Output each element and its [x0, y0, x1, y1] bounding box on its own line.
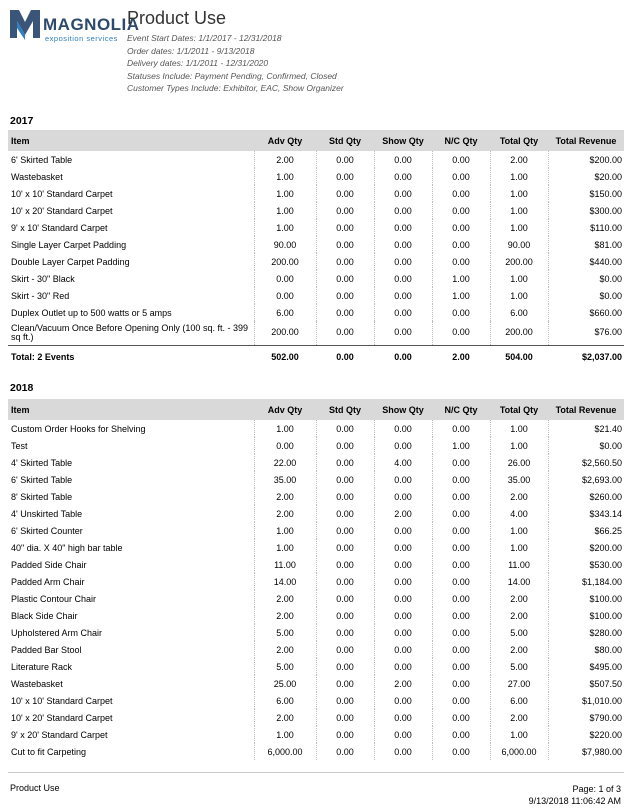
cell-item: 10' x 10' Standard Carpet: [11, 695, 113, 706]
cell-item: Test: [11, 440, 28, 451]
filter-customer-types: Customer Types Include: Exhibitor, EAC, Show Organizer: [127, 83, 344, 93]
cell-std-qty: 0.00: [316, 539, 374, 556]
total-total-qty: 504.00: [490, 346, 548, 368]
cell-std-qty: 0.00: [316, 505, 374, 522]
cell-total-revenue: $2,693.00: [548, 471, 624, 488]
cell-total-qty: 2.00: [490, 488, 548, 505]
cell-total-revenue: $343.14: [548, 505, 624, 522]
cell-show-qty: 2.00: [374, 675, 432, 692]
column-header-show-qty: Show Qty: [374, 399, 432, 420]
cell-nc-qty: 0.00: [432, 573, 490, 590]
table-row: [8, 539, 624, 556]
cell-item: 9' x 20' Standard Carpet: [11, 729, 108, 740]
cell-total-qty: 6.00: [490, 692, 548, 709]
cell-total-qty: 27.00: [490, 675, 548, 692]
cell-total-revenue: $0.00: [548, 437, 624, 454]
cell-nc-qty: 0.00: [432, 454, 490, 471]
cell-nc-qty: 0.00: [432, 692, 490, 709]
cell-std-qty: 0.00: [316, 304, 374, 321]
cell-item: 4' Skirted Table: [11, 457, 73, 468]
cell-item: Double Layer Carpet Padding: [11, 256, 130, 267]
cell-std-qty: 0.00: [316, 270, 374, 287]
product-table-2018: [8, 399, 624, 760]
cell-total-qty: 90.00: [490, 236, 548, 253]
cell-total-revenue: $660.00: [548, 304, 624, 321]
cell-show-qty: 0.00: [374, 624, 432, 641]
table-row: [8, 168, 624, 185]
cell-item: 6' Skirted Table: [11, 474, 73, 485]
cell-total-revenue: $530.00: [548, 556, 624, 573]
cell-std-qty: 0.00: [316, 675, 374, 692]
cell-nc-qty: 0.00: [432, 709, 490, 726]
cell-adv-qty: 90.00: [254, 236, 316, 253]
cell-show-qty: 0.00: [374, 253, 432, 270]
column-header-nc-qty: N/C Qty: [432, 399, 490, 420]
cell-std-qty: 0.00: [316, 743, 374, 760]
cell-item: Black Side Chair: [11, 610, 78, 621]
cell-total-revenue: $110.00: [548, 219, 624, 236]
cell-item: Skirt - 30" Red: [11, 290, 70, 301]
cell-std-qty: 0.00: [316, 420, 374, 437]
section-year-2018: 2018: [10, 382, 34, 394]
cell-total-revenue: $76.00: [548, 321, 624, 346]
cell-adv-qty: 11.00: [254, 556, 316, 573]
cell-nc-qty: 0.00: [432, 505, 490, 522]
cell-adv-qty: 2.00: [254, 641, 316, 658]
cell-show-qty: 2.00: [374, 505, 432, 522]
column-header-std-qty: Std Qty: [316, 130, 374, 151]
cell-total-revenue: $200.00: [548, 151, 624, 168]
magnolia-m-icon: [10, 8, 40, 40]
footer-report-name: Product Use: [10, 783, 60, 793]
cell-adv-qty: 2.00: [254, 505, 316, 522]
cell-adv-qty: 2.00: [254, 488, 316, 505]
cell-item: 40" dia. X 40" high bar table: [11, 542, 123, 553]
cell-std-qty: 0.00: [316, 624, 374, 641]
cell-total-revenue: $150.00: [548, 185, 624, 202]
cell-item: Skirt - 30" Black: [11, 273, 75, 284]
cell-item: 10' x 20' Standard Carpet: [11, 205, 113, 216]
cell-adv-qty: 1.00: [254, 168, 316, 185]
cell-adv-qty: 6,000.00: [254, 743, 316, 760]
cell-std-qty: 0.00: [316, 236, 374, 253]
cell-nc-qty: 0.00: [432, 420, 490, 437]
cell-total-revenue: $495.00: [548, 658, 624, 675]
cell-std-qty: 0.00: [316, 522, 374, 539]
cell-adv-qty: 5.00: [254, 658, 316, 675]
total-item: Total: 2 Events: [8, 346, 254, 368]
table-total-row: [8, 346, 624, 368]
cell-std-qty: 0.00: [316, 437, 374, 454]
cell-show-qty: 0.00: [374, 556, 432, 573]
cell-nc-qty: 0.00: [432, 624, 490, 641]
table-row: [8, 437, 624, 454]
cell-nc-qty: 0.00: [432, 236, 490, 253]
cell-total-revenue: $0.00: [548, 287, 624, 304]
column-header-std-qty: Std Qty: [316, 399, 374, 420]
cell-item: Wastebasket: [11, 171, 63, 182]
cell-show-qty: 0.00: [374, 420, 432, 437]
table-header-row: [8, 130, 624, 151]
cell-std-qty: 0.00: [316, 573, 374, 590]
cell-show-qty: 0.00: [374, 471, 432, 488]
cell-std-qty: 0.00: [316, 556, 374, 573]
cell-nc-qty: 0.00: [432, 607, 490, 624]
cell-nc-qty: 0.00: [432, 556, 490, 573]
table-row: [8, 270, 624, 287]
cell-total-qty: 2.00: [490, 607, 548, 624]
cell-total-revenue: $260.00: [548, 488, 624, 505]
column-header-item: Item: [8, 130, 254, 151]
cell-item: 9' x 10' Standard Carpet: [11, 222, 108, 233]
cell-total-qty: 35.00: [490, 471, 548, 488]
cell-adv-qty: 1.00: [254, 420, 316, 437]
cell-total-qty: 1.00: [490, 437, 548, 454]
cell-total-qty: 1.00: [490, 168, 548, 185]
cell-show-qty: 0.00: [374, 743, 432, 760]
cell-adv-qty: 200.00: [254, 321, 316, 346]
cell-total-revenue: $507.50: [548, 675, 624, 692]
cell-total-qty: 1.00: [490, 185, 548, 202]
cell-adv-qty: 1.00: [254, 726, 316, 743]
table-row: [8, 556, 624, 573]
cell-adv-qty: 200.00: [254, 253, 316, 270]
logo-wordmark: MAGNOLIA: [43, 15, 140, 34]
cell-std-qty: 0.00: [316, 185, 374, 202]
cell-item: Upholstered Arm Chair: [11, 627, 103, 638]
logo-tagline: exposition services: [45, 34, 118, 43]
cell-nc-qty: 1.00: [432, 287, 490, 304]
cell-show-qty: 0.00: [374, 607, 432, 624]
cell-total-qty: 1.00: [490, 270, 548, 287]
cell-adv-qty: 1.00: [254, 185, 316, 202]
cell-nc-qty: 0.00: [432, 641, 490, 658]
column-header-total-revenue: Total Revenue: [548, 399, 624, 420]
cell-adv-qty: 5.00: [254, 624, 316, 641]
cell-nc-qty: 0.00: [432, 743, 490, 760]
cell-adv-qty: 2.00: [254, 709, 316, 726]
cell-show-qty: 0.00: [374, 709, 432, 726]
total-adv-qty: 502.00: [254, 346, 316, 368]
cell-total-qty: 1.00: [490, 726, 548, 743]
cell-show-qty: 0.00: [374, 202, 432, 219]
cell-total-qty: 5.00: [490, 658, 548, 675]
cell-nc-qty: 0.00: [432, 675, 490, 692]
cell-nc-qty: 0.00: [432, 304, 490, 321]
cell-show-qty: 0.00: [374, 236, 432, 253]
cell-total-revenue: $20.00: [548, 168, 624, 185]
cell-adv-qty: 14.00: [254, 573, 316, 590]
cell-adv-qty: 2.00: [254, 151, 316, 168]
table-row: [8, 641, 624, 658]
cell-item: Custom Order Hooks for Shelving: [11, 423, 146, 434]
cell-item: 10' x 10' Standard Carpet: [11, 188, 113, 199]
cell-adv-qty: 35.00: [254, 471, 316, 488]
table-row: [8, 151, 624, 168]
cell-nc-qty: 1.00: [432, 270, 490, 287]
table-row: [8, 321, 624, 346]
cell-std-qty: 0.00: [316, 219, 374, 236]
column-header-total-revenue: Total Revenue: [548, 130, 624, 151]
cell-item: Wastebasket: [11, 678, 63, 689]
cell-nc-qty: 0.00: [432, 219, 490, 236]
cell-std-qty: 0.00: [316, 321, 374, 346]
cell-nc-qty: 1.00: [432, 437, 490, 454]
table-row: [8, 454, 624, 471]
cell-std-qty: 0.00: [316, 658, 374, 675]
cell-adv-qty: 1.00: [254, 539, 316, 556]
table-row: [8, 304, 624, 321]
cell-total-revenue: $66.25: [548, 522, 624, 539]
cell-total-qty: 200.00: [490, 253, 548, 270]
cell-adv-qty: 22.00: [254, 454, 316, 471]
table-row: [8, 692, 624, 709]
cell-total-revenue: $7,980.00: [548, 743, 624, 760]
cell-show-qty: 0.00: [374, 287, 432, 304]
cell-show-qty: 4.00: [374, 454, 432, 471]
cell-std-qty: 0.00: [316, 726, 374, 743]
column-header-total-qty: Total Qty: [490, 130, 548, 151]
cell-show-qty: 0.00: [374, 437, 432, 454]
cell-item: 10' x 20' Standard Carpet: [11, 712, 113, 723]
cell-total-qty: 2.00: [490, 151, 548, 168]
cell-item: Clean/Vacuum Once Before Opening Only (100 sq. ft. - 399 sq ft.): [11, 322, 248, 342]
cell-nc-qty: 0.00: [432, 253, 490, 270]
cell-show-qty: 0.00: [374, 488, 432, 505]
cell-total-qty: 1.00: [490, 287, 548, 304]
cell-nc-qty: 0.00: [432, 726, 490, 743]
table-row: [8, 202, 624, 219]
cell-nc-qty: 0.00: [432, 658, 490, 675]
cell-total-revenue: $0.00: [548, 270, 624, 287]
cell-adv-qty: 6.00: [254, 692, 316, 709]
cell-adv-qty: 2.00: [254, 590, 316, 607]
cell-total-qty: 2.00: [490, 641, 548, 658]
table-row: [8, 236, 624, 253]
cell-item: Plastic Contour Chair: [11, 593, 97, 604]
cell-nc-qty: 0.00: [432, 590, 490, 607]
table-header-row: [8, 399, 624, 420]
total-total-revenue: $2,037.00: [548, 346, 624, 368]
table-row: [8, 726, 624, 743]
table-row: [8, 675, 624, 692]
cell-show-qty: 0.00: [374, 270, 432, 287]
cell-total-qty: 1.00: [490, 219, 548, 236]
cell-total-qty: 11.00: [490, 556, 548, 573]
column-header-nc-qty: N/C Qty: [432, 130, 490, 151]
cell-item: Padded Bar Stool: [11, 644, 82, 655]
cell-total-revenue: $280.00: [548, 624, 624, 641]
column-header-total-qty: Total Qty: [490, 399, 548, 420]
cell-total-qty: 1.00: [490, 539, 548, 556]
cell-total-revenue: $81.00: [548, 236, 624, 253]
cell-adv-qty: 6.00: [254, 304, 316, 321]
cell-total-revenue: $1,184.00: [548, 573, 624, 590]
cell-show-qty: 0.00: [374, 641, 432, 658]
cell-total-qty: 26.00: [490, 454, 548, 471]
cell-std-qty: 0.00: [316, 287, 374, 304]
cell-nc-qty: 0.00: [432, 539, 490, 556]
table-row: [8, 607, 624, 624]
cell-item: 8' Skirted Table: [11, 491, 73, 502]
cell-nc-qty: 0.00: [432, 321, 490, 346]
cell-total-qty: 6,000.00: [490, 743, 548, 760]
column-header-adv-qty: Adv Qty: [254, 399, 316, 420]
cell-show-qty: 0.00: [374, 658, 432, 675]
column-header-adv-qty: Adv Qty: [254, 130, 316, 151]
cell-std-qty: 0.00: [316, 709, 374, 726]
cell-total-revenue: $220.00: [548, 726, 624, 743]
cell-nc-qty: 0.00: [432, 522, 490, 539]
total-std-qty: 0.00: [316, 346, 374, 368]
section-year-2017: 2017: [10, 115, 34, 127]
table-row: [8, 219, 624, 236]
footer-page-number: Page: 1 of 3: [572, 784, 621, 794]
cell-std-qty: 0.00: [316, 168, 374, 185]
cell-adv-qty: 2.00: [254, 607, 316, 624]
cell-adv-qty: 1.00: [254, 219, 316, 236]
table-row: [8, 743, 624, 760]
cell-total-revenue: $1,010.00: [548, 692, 624, 709]
cell-adv-qty: 1.00: [254, 202, 316, 219]
footer-page-info: [529, 783, 621, 807]
cell-total-qty: 2.00: [490, 590, 548, 607]
cell-std-qty: 0.00: [316, 253, 374, 270]
cell-total-qty: 1.00: [490, 202, 548, 219]
table-row: [8, 573, 624, 590]
cell-total-qty: 6.00: [490, 304, 548, 321]
cell-nc-qty: 0.00: [432, 185, 490, 202]
cell-total-qty: 200.00: [490, 321, 548, 346]
cell-item: Single Layer Carpet Padding: [11, 239, 127, 250]
cell-std-qty: 0.00: [316, 202, 374, 219]
cell-nc-qty: 0.00: [432, 202, 490, 219]
cell-show-qty: 0.00: [374, 573, 432, 590]
cell-total-revenue: $790.00: [548, 709, 624, 726]
cell-std-qty: 0.00: [316, 488, 374, 505]
magnolia-logo: [10, 8, 140, 43]
table-row: [8, 505, 624, 522]
table-row: [8, 658, 624, 675]
table-row: [8, 287, 624, 304]
cell-total-revenue: $100.00: [548, 590, 624, 607]
cell-total-qty: 5.00: [490, 624, 548, 641]
cell-total-qty: 4.00: [490, 505, 548, 522]
cell-show-qty: 0.00: [374, 168, 432, 185]
filter-statuses: Statuses Include: Payment Pending, Confirmed, Closed: [127, 70, 337, 81]
cell-std-qty: 0.00: [316, 151, 374, 168]
cell-show-qty: 0.00: [374, 185, 432, 202]
table-row: [8, 522, 624, 539]
cell-total-revenue: $21.40: [548, 420, 624, 437]
filter-event-dates: Event Start Dates: 1/1/2017 - 12/31/2018: [127, 33, 282, 43]
total-nc-qty: 2.00: [432, 346, 490, 368]
table-row: [8, 590, 624, 607]
cell-total-revenue: $80.00: [548, 641, 624, 658]
filter-order-dates: Order dates: 1/1/2011 - 9/13/2018: [127, 45, 255, 56]
cell-total-revenue: $440.00: [548, 253, 624, 270]
cell-show-qty: 0.00: [374, 219, 432, 236]
table-row: [8, 709, 624, 726]
cell-total-qty: 1.00: [490, 522, 548, 539]
cell-total-revenue: $2,560.50: [548, 454, 624, 471]
footer-timestamp: 9/13/2018 11:06:42 AM: [528, 796, 621, 806]
cell-adv-qty: 0.00: [254, 437, 316, 454]
cell-show-qty: 0.00: [374, 151, 432, 168]
cell-nc-qty: 0.00: [432, 488, 490, 505]
cell-std-qty: 0.00: [316, 641, 374, 658]
filter-delivery-dates: Delivery dates: 1/1/2011 - 12/31/2020: [127, 58, 269, 68]
cell-total-qty: 2.00: [490, 709, 548, 726]
cell-nc-qty: 0.00: [432, 471, 490, 488]
cell-show-qty: 0.00: [374, 539, 432, 556]
cell-std-qty: 0.00: [316, 454, 374, 471]
cell-show-qty: 0.00: [374, 321, 432, 346]
table-row: [8, 624, 624, 641]
table-row: [8, 185, 624, 202]
cell-item: Literature Rack: [11, 661, 73, 672]
cell-item: Padded Side Chair: [11, 559, 87, 570]
cell-adv-qty: 1.00: [254, 522, 316, 539]
cell-adv-qty: 0.00: [254, 287, 316, 304]
table-row: [8, 420, 624, 437]
product-table-2017: [8, 130, 624, 367]
report-title: Product Use: [127, 8, 227, 28]
cell-adv-qty: 0.00: [254, 270, 316, 287]
cell-total-revenue: $200.00: [548, 539, 624, 556]
cell-show-qty: 0.00: [374, 304, 432, 321]
cell-total-revenue: $300.00: [548, 202, 624, 219]
cell-show-qty: 0.00: [374, 726, 432, 743]
table-row: [8, 471, 624, 488]
cell-item: Duplex Outlet up to 500 watts or 5 amps: [11, 307, 172, 318]
footer-divider: [8, 772, 624, 773]
cell-std-qty: 0.00: [316, 471, 374, 488]
cell-nc-qty: 0.00: [432, 168, 490, 185]
total-show-qty: 0.00: [374, 346, 432, 368]
cell-item: 4' Unskirted Table: [11, 508, 83, 519]
cell-item: Padded Arm Chair: [11, 576, 85, 587]
cell-show-qty: 0.00: [374, 522, 432, 539]
cell-std-qty: 0.00: [316, 590, 374, 607]
column-header-item: Item: [8, 399, 254, 420]
cell-show-qty: 0.00: [374, 590, 432, 607]
cell-item: 6' Skirted Counter: [11, 525, 83, 536]
cell-adv-qty: 25.00: [254, 675, 316, 692]
table-row: [8, 488, 624, 505]
column-header-show-qty: Show Qty: [374, 130, 432, 151]
cell-total-revenue: $100.00: [548, 607, 624, 624]
table-row: [8, 253, 624, 270]
cell-item: 6' Skirted Table: [11, 154, 73, 165]
cell-item: Cut to fit Carpeting: [11, 746, 87, 757]
cell-std-qty: 0.00: [316, 607, 374, 624]
report-filters: [127, 32, 344, 95]
cell-total-qty: 14.00: [490, 573, 548, 590]
cell-show-qty: 0.00: [374, 692, 432, 709]
cell-nc-qty: 0.00: [432, 151, 490, 168]
cell-std-qty: 0.00: [316, 692, 374, 709]
cell-total-qty: 1.00: [490, 420, 548, 437]
